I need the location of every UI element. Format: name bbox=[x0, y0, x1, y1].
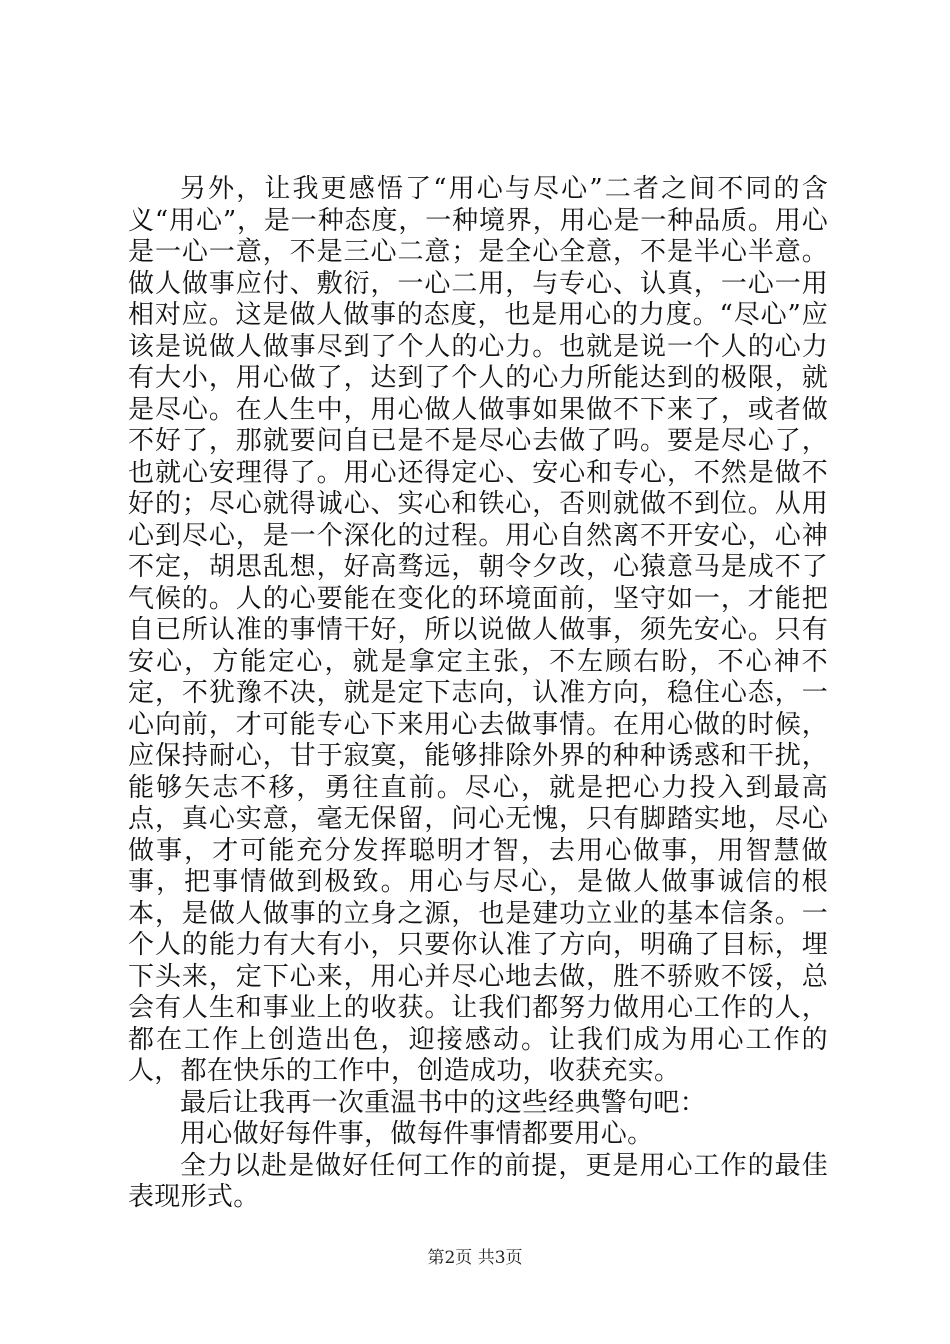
paragraph-quote-1: 用心做好每件事，做每件事情都要用心。 bbox=[180, 1119, 654, 1149]
paragraph-quote-2: 全力以赴是做好任何工作的前提，更是用心工作的最佳表现形式。 bbox=[128, 1150, 828, 1212]
paragraph-main: 另外，让我更感悟了“用心与尽心”二者之间不同的含义“用心”，是一种态度，一种境界，用心是一种品质。用心是一心一意，不是三心二意；是全心全意，不是半心半意。做人做事应付、敷衍，一心二用，与专心、认真，一心一用相对应。这是做人做事的态度，也是用心的力度。“尽心”应该是说做人做事尽到了个人的心力。也就是说一个人的心力有大小，用心做了，达到了个人的心力所能达到的极限，就是尽心。在人生中，用心做人做事如果做不下来了，或者做不好了，那就要问自已是不是尽心去做了吗。要是尽心了，也就心安理得了。用心还得定心、安心和专心，不然是做不好的；尽心就得诚心、实心和铁心，否则就做不到位。从用心到尽心，是一个深化的过程。用心自然离不开安心，心神不定，胡思乱想，好高骛远，朝令夕改，心猿意马是成不了气候的。人的心要能在变化的环境面前，坚守如一，才能把自已所认准的事情干好，所以说做人做事，须先安心。只有安心，方能定心，就是拿定主张，不左顾右盼，不心神不定，不犹豫不决，就是定下志向，认准方向，稳住心态，一心向前，才可能专心下来用心去做事情。在用心做的时候，应保持耐心，甘于寂寞，能够排除外界的种种诱惑和干扰，能够矢志不移，勇往直前。尽心，就是把心力投入到最高点，真心实意，毫无保留，问心无愧，只有脚踏实地，尽心做事，才可能充分发挥聪明才智，去用心做事，用智慧做事，把事情做到极致。用心与尽心，是做人做事诚信的根本，是做人做事的立身之源，也是建功立业的基本信条。一个人的能力有大有小，只要你认准了方向，明确了目标，埋下头来，定下心来，用心并尽心地去做，胜不骄败不馁，总会有人生和事业上的收获。让我们都努力做用心工作的人，都在工作上创造出色，迎接感动。让我们成为用心工作的人，都在快乐的工作中，创造成功，收获充实。 bbox=[128, 174, 828, 1086]
paragraph-intro-quotes: 最后让我再一次重温书中的这些经典警句吧： bbox=[180, 1087, 707, 1118]
page-number-footer: 第2页 共3页 bbox=[427, 1248, 523, 1268]
document-body bbox=[128, 174, 828, 1214]
